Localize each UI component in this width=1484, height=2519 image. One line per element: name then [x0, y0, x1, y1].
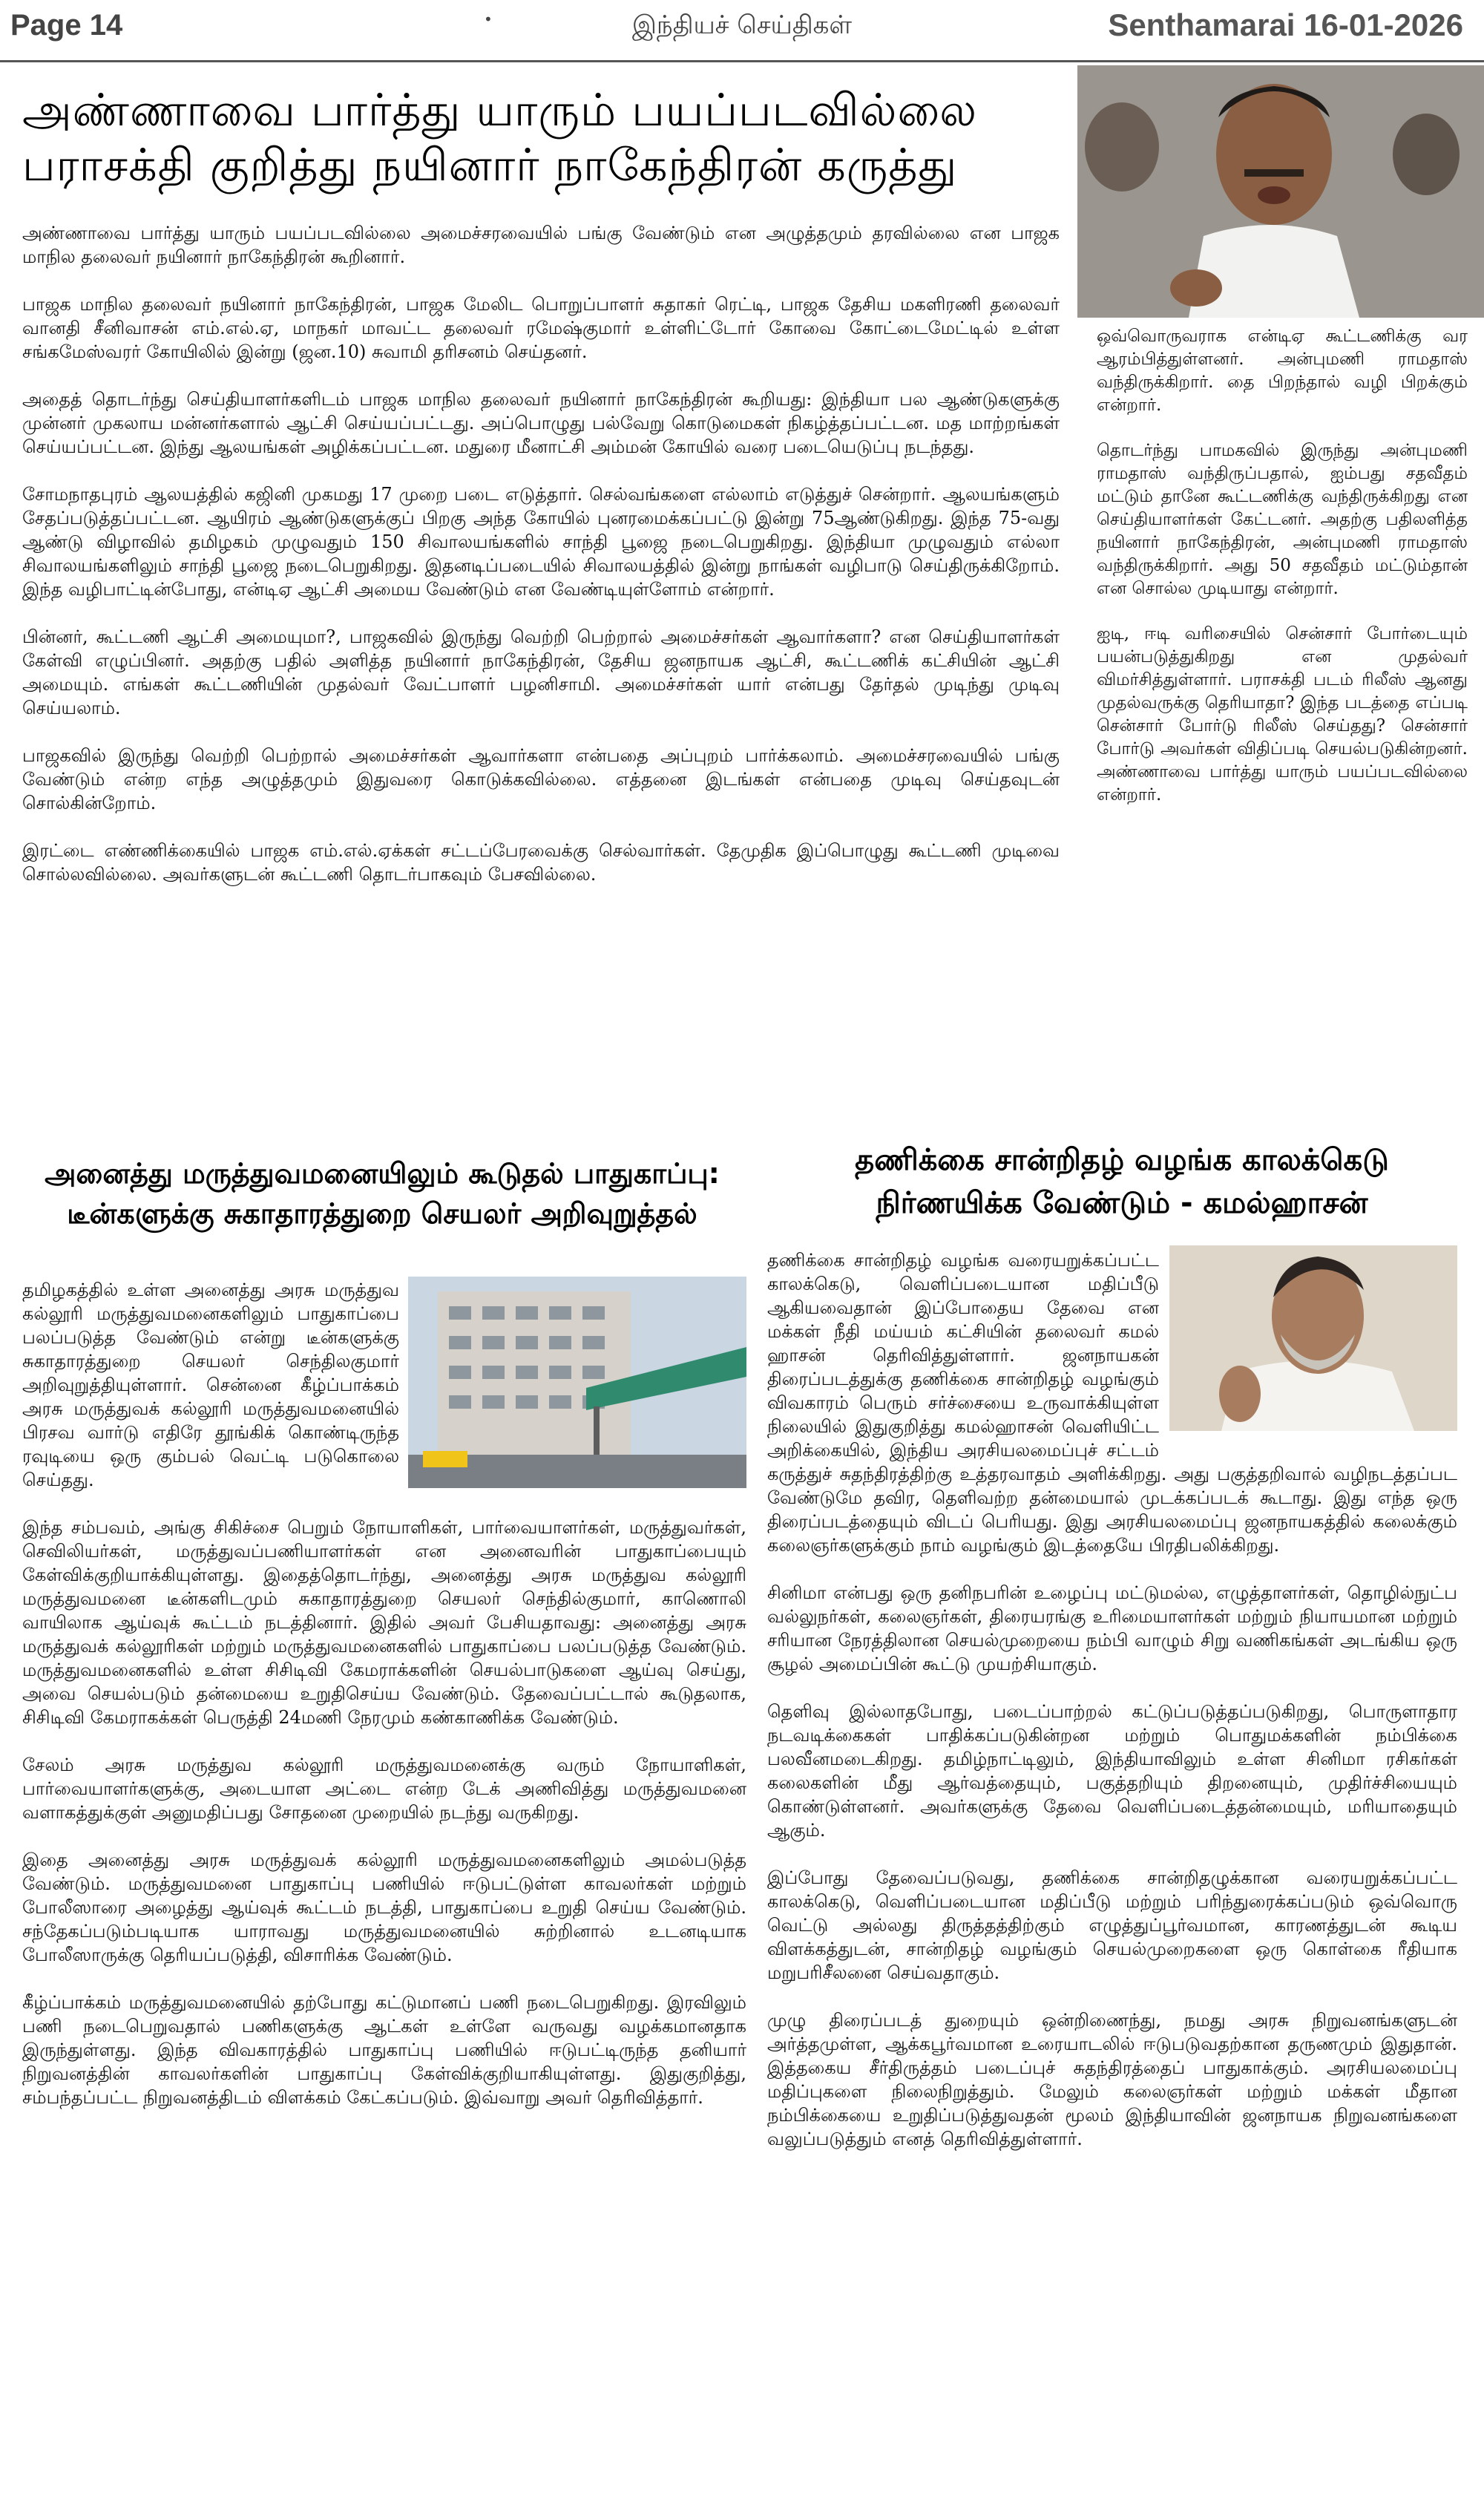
story1-paragraph: இரட்டை எண்ணிக்கையில் பாஜக எம்.எல்.ஏக்கள் சட்டப்பேரவைக்கு செல்வார்கள். தேமுதிக இப்பொழுது கூட்டணி முடிவை சொல்லவில்லை. அவர்களுடன் கூட்டணி தொடர்பாகவும் பேசவில்லை.: [22, 840, 1060, 885]
story3-lead: தணிக்கை சான்றிதழ் வழங்க வரையறுக்கப்பட்ட காலக்கெடு, வெளிப்படையான மதிப்பீடு ஆகியவைதான் இப்போதைய தேவை என மக்கள் நீதி மய்யம் கட்சியின் தலைவர் கமல் ஹாசன் தெரிவித்துள்ளார். ஜனநாயகன் திரைப்படத்துக்கு தணிக்கை சான்றிதழ் வழங்கும் விவகாரம் பெரும் சர்ச்சையை உருவாக்கியுள்ள நிலையில் இதுகுறித்து கமல்ஹாசன் வெளியிட்ட அறிக்கையில், இந்திய அரசியலமைப்புச் சட்டம் கருத்துச் சுதந்திரத்திற்கு உத்தரவாதம் அளிக்கிறது. அது பகுத்தறிவால் வழிநடத்தப்பட வேண்டுமே தவிர, தெளிவற்ற தன்மையால் முடக்கப்படக் கூடாது. இது எந்த ஒரு திரைப்படத்தையும் விடப் பெரியது. இது அரசியலமைப்பு ஜனநாயகத்தில் கலைக்கும் கலைஞர்களுக்கும் நாம் வழங்கும் இடத்தையே பிரதிபலிக்கிறது.: [767, 1250, 1457, 1556]
section-title: இந்தியச் செய்திகள்: [631, 10, 853, 40]
story3-headline: [766, 1139, 1478, 1225]
story3-paragraph: முழு திரைப்படத் துறையும் ஒன்றிணைந்து, நமது அரசு நிறுவனங்களுடன் அர்த்தமுள்ள, ஆக்கபூர்வமான உரையாடலில் ஈடுபடுவதற்கான தருணமும் இதுதான். இத்தகைய சீர்திருத்தம் படைப்புச் சுதந்திரத்தைப் பாதுகாக்கும். அரசியலமைப்பு மதிப்புகளை நிலைநிறுத்தும். மேலும் கலைஞர்கள் மற்றும் மக்கள் மீதான நம்பிக்கையை உறுதிப்படுத்துவதன் மூலம் இந்தியாவின் ஜனநாயக நிறுவனங்களை வலுப்படுத்தும் எனத் தெரிவித்துள்ளார்.: [767, 2010, 1457, 2149]
story3-paragraph: சினிமா என்பது ஒரு தனிநபரின் உழைப்பு மட்டுமல்ல, எழுத்தாளர்கள், தொழில்நுட்ப வல்லுநர்கள், கலைஞர்கள், திரையரங்கு உரிமையாளர்கள் மற்றும் நியாயமான மற்றும் சரியான நேரத்திலான செயல்முறையை நம்பி வாழும் சிறு வணிகங்கள் அடங்கிய ஒரு சூழல் அமைப்பின் கூட்டு முயற்சியாகும்.: [767, 1582, 1457, 1674]
story1-headline: [22, 83, 1061, 193]
page-number: Page 14: [10, 9, 123, 42]
header-dot: •: [484, 10, 493, 28]
story1-headline-line1: அண்ணாவை பார்த்து யாரும் பயப்படவில்லை: [22, 85, 978, 137]
nainar-photo: [1077, 65, 1484, 318]
story2-headline-line2: டீன்களுக்கு சுகாதாரத்துறை செயலர் அறிவுறுத்தல்: [67, 1197, 697, 1230]
story3-body: [767, 1248, 1457, 2151]
story1-paragraph: பாஜகவில் இருந்து வெற்றி பெற்றால் அமைச்சர்கள் ஆவார்களா என்பதை அப்புறம் பார்க்கலாம். அமைச்சரவையில் பங்கு வேண்டும் என்ற எந்த அழுத்தமும் இதுவரை கொடுக்கவில்லை. எத்தனை இடங்கள் என்பதை முடிவு செய்தவுடன் சொல்கின்றோம்.: [22, 745, 1060, 813]
story1-paragraph: பாஜக மாநில தலைவர் நயினார் நாகேந்திரன், பாஜக மேலிட பொறுப்பாளர் சுதாகர் ரெட்டி, பாஜக தேசிய மகளிரணி தலைவர் வானதி சீனிவாசன் எம்.எல்.ஏ, மாநகர் மாவட்ட தலைவர் ரமேஷ்குமார் உள்ளிட்டோர் கோவை கோட்டைமேட்டில் உள்ள சங்கமேஸ்வரர் கோயிலில் இன்று (ஜன.10) சுவாமி தரிசனம் செய்தனர்.: [22, 294, 1060, 362]
story2-body: [22, 1278, 746, 2109]
story1-side-column: [1097, 325, 1468, 807]
story1-paragraph: அண்ணாவை பார்த்து யாரும் பயப்படவில்லை அமைச்சரவையில் பங்கு வேண்டும் என அழுத்தமும் தரவில்லை என பாஜக மாநில தலைவர் நயினார் நாகேந்திரன் கூறினார்.: [22, 223, 1060, 267]
page-header: [0, 0, 1484, 62]
publication-date: Senthamarai 16-01-2026: [1108, 7, 1463, 42]
story1-side-paragraph: தொடர்ந்து பாமகவில் இருந்து அன்புமணி ராமதாஸ் வந்திருப்பதால், ஐம்பது சதவீதம் மட்டும் தானே கூட்டணிக்கு வந்திருக்கிறது என செய்தியாளர்கள் கேட்டனர். அதற்கு பதிலளித்த நயினார் நாகேந்திரன், அன்புமணி ராமதாஸ் வந்திருக்கிறார். அது 50 சதவீதம் மட்டும்தான் என சொல்ல முடியாது என்றார்.: [1097, 441, 1468, 598]
photo-wrap-spacer: [1159, 1248, 1457, 1440]
story1-paragraph: பின்னர், கூட்டணி ஆட்சி அமையுமா?, பாஜகவில் இருந்து வெற்றி பெற்றால் அமைச்சர்கள் ஆவார்களா? என செய்தியாளர்கள் கேள்வி எழுப்பினர். அதற்கு பதில் அளித்த நயினார் நாகேந்திரன், தேசிய ஜனநாயக ஆட்சி, கூட்டணிக் கட்சியின் ஆட்சி அமையும். எங்கள் கூட்டணியின் முதல்வர் வேட்பாளர் பழனிசாமி. அமைச்சர்கள் யார் என்பது தேர்தல் முடிந்து முடிவு செய்யலாம்.: [22, 626, 1060, 718]
nainar-photo-illustration: [1077, 65, 1484, 318]
story2-paragraph: சேலம் அரசு மருத்துவ கல்லூரி மருத்துவமனைக்கு வரும் நோயாளிகள், பார்வையாளர்களுக்கு, அடையாள அட்டை என்ற டேக் அணிவித்து மருத்துவமனை வளாகத்துக்குள் அனுமதிப்பது சோதனை முறையில் நடந்து வருகிறது.: [22, 1755, 746, 1823]
story1-body: [22, 221, 1060, 886]
story3-paragraph: இப்போது தேவைப்படுவது, தணிக்கை சான்றிதழுக்கான வரையறுக்கப்பட்ட காலக்கெடு, வெளிப்படையான மதிப்பீடு மற்றும் பரிந்துரைக்கப்படும் ஒவ்வொரு வெட்டு அல்லது திருத்தத்திற்கும் எழுத்துப்பூர்வமான, காரணத்துடன் கூடிய விளக்கத்துடன், சான்றிதழ் வழங்கும் செயல்முறைகளை ஒரு கொள்கை ரீதியாக மறுபரிசீலனை செய்வதாகும்.: [767, 1867, 1457, 1983]
story3-paragraph: தெளிவு இல்லாதபோது, படைப்பாற்றல் கட்டுப்படுத்தப்படுகிறது, பொருளாதார நடவடிக்கைகள் பாதிக்கப்படுகின்றன மற்றும் பொதுமக்களின் நம்பிக்கை பலவீனமடைகிறது. தமிழ்நாட்டிலும், இந்தியாவிலும் உள்ள சினிமா ரசிகர்கள் கலைகளின் மீது ஆர்வத்தையும், பகுத்தறியும் திறனையும், முதிர்ச்சியையும் கொண்டுள்ளனர். அவர்களுக்கு தேவை வெளிப்படைத்தன்மையும், மரியாதையும் ஆகும்.: [767, 1701, 1457, 1841]
photo-wrap-spacer: [399, 1278, 746, 1493]
story2-paragraph: இதை அனைத்து அரசு மருத்துவக் கல்லூரி மருத்துவமனைகளிலும் அமல்படுத்த வேண்டும். மருத்துவமனை பாதுகாப்பு பணியில் ஈடுபட்டுள்ள காவலர்கள் மற்றும் போலீஸாரை அழைத்து ஆய்வுக் கூட்டம் நடத்தி, பாதுகாப்பை உறுதி செய்ய வேண்டும். சந்தேகப்படும்படியாக யாராவது மருத்துவமனையில் சுற்றினால் உடனடியாக போலீஸாருக்கு தெரியப்படுத்தி, விசாரிக்க வேண்டும்.: [22, 1850, 746, 1965]
story3-headline-line2: நிர்ணயிக்க வேண்டும் - கமல்ஹாசன்: [876, 1186, 1368, 1220]
story2-headline-line1: அனைத்து மருத்துவமனையிலும் கூடுதல் பாதுகாப்பு:: [45, 1157, 720, 1190]
story1-side-paragraph: ஒவ்வொருவராக என்டிஏ கூட்டணிக்கு வர ஆரம்பித்துள்ளனர். அன்புமணி ராமதாஸ் வந்திருக்கிறார். தை பிறந்தால் வழி பிறக்கும் என்றார்.: [1097, 327, 1468, 415]
story1-side-paragraph: ஐடி, ஈடி வரிசையில் சென்சார் போர்டையும் பயன்படுத்துகிறது என முதல்வர் விமர்சித்துள்ளார். பராசக்தி படம் ரிலீஸ் ஆனது முதல்வருக்கு தெரியாதா? இந்த படத்தை எப்படி சென்சார் போர்டு ரிலீஸ் செய்தது? சென்சார் போர்டு அவர்கள் விதிப்படி செயல்படுகின்றனர். அண்ணாவை பார்த்து யாரும் பயப்படவில்லை என்றார்.: [1097, 624, 1468, 805]
story1-headline-line2: பராசக்தி குறித்து நயினார் நாகேந்திரன் கருத்து: [22, 140, 958, 191]
story1-paragraph: அதைத் தொடர்ந்து செய்தியாளர்களிடம் பாஜக மாநில தலைவர் நயினார் நாகேந்திரன் கூறியது: இந்தியா பல ஆண்டுகளுக்கு முன்னர் முகலாய மன்னர்களால் ஆட்சி செய்யப்பட்டது. அப்பொழுது பல்வேறு கொடுமைகள் நிகழ்த்தப்பட்டன. மத மாற்றங்கள் செய்யப்பட்டன. இந்து ஆலயங்கள் அழிக்கப்பட்டன. மதுரை மீனாட்சி அம்மன் கோயில் வரை படையெடுப்பு நடந்தது.: [22, 389, 1060, 457]
story3-headline-line1: தணிக்கை சான்றிதழ் வழங்க காலக்கெடு: [855, 1143, 1389, 1177]
story2-headline: [15, 1153, 749, 1234]
story2-lead: தமிழகத்தில் உள்ள அனைத்து அரசு மருத்துவ கல்லூரி மருத்துவமனைகளிலும் பாதுகாப்பை பலப்படுத்த வேண்டும் என்று டீன்களுக்கு சுகாதாரத்துறை செயலர் செந்திலகுமார் அறிவுறுத்தியுள்ளார். சென்னை கீழ்ப்பாக்கம் அரசு மருத்துவக் கல்லூரி மருத்துவமனையில் பிரசவ வார்டு எதிரே தூங்கிக் கொண்டிருந்த ரவுடியை ஒரு கும்பல் வெட்டி படுகொலை செய்தது.: [22, 1280, 399, 1490]
story2-paragraph: கீழ்ப்பாக்கம் மருத்துவமனையில் தற்போது கட்டுமானப் பணி நடைபெறுகிறது. இரவிலும் பணி நடைபெறுவதால் பணிகளுக்கு ஆட்கள் உள்ளே வருவது வழக்கமானதாக இருந்துள்ளது. இந்த விவகாரத்தில் பாதுகாப்பு பணியில் ஈடுபட்டிருந்த தனியார் நிறுவனத்தின் காவலர்களின் பாதுகாப்பு கேள்விக்குறியாகியுள்ளது. இதுகுறித்து, சம்பந்தப்பட்ட நிறுவனத்திடம் விளக்கம் கேட்கப்படும். இவ்வாறு அவர் தெரிவித்தார்.: [22, 1992, 746, 2108]
story2-paragraph: இந்த சம்பவம், அங்கு சிகிச்சை பெறும் நோயாளிகள், பார்வையாளர்கள், மருத்துவர்கள், செவிலியர்கள், மருத்துவப்பணியாளர்கள் என அனைவரின் பாதுகாப்பையும் கேள்விக்குறியாக்கியுள்ளது. இதைத்தொடர்ந்து, அனைத்து அரசு மருத்துவ கல்லூரி மருத்துவமனை டீன்களிடமும் சுகாதாரத்துறை செயலர் செந்தில்குமார், காணொலி வாயிலாக ஆய்வுக் கூட்டம் நடத்தினார். இதில் அவர் பேசியதாவது: அனைத்து அரசு மருத்துவக் கல்லூரிகள் மற்றும் மருத்துவமனைகளில் பாதுகாப்பை பலப்படுத்த வேண்டும். மருத்துவமனைகளில் உள்ள சிசிடிவி கேமராக்களின் செயல்பாடுகளை ஆய்வு செய்து, அவை செயல்படும் தன்மையை உறுதிசெய்ய வேண்டும். தேவைப்பட்டால் கூடுதலாக, சிசிடிவி கேமராகக்கள் பெருத்தி 24மணி நேரமும் கண்காணிக்க வேண்டும்.: [22, 1517, 746, 1728]
story1-paragraph: சோமநாதபுரம் ஆலயத்தில் கஜினி முகமது 17 முறை படை எடுத்தார். செல்வங்களை எல்லாம் எடுத்துச் சென்றார். ஆலயங்களும் சேதப்படுத்தப்பட்டன. ஆயிரம் ஆண்டுகளுக்குப் பிறகு அந்த கோயில் புனரமைக்கப்பட்டு இன்று 75ஆண்டுகிறது. இந்த 75-வது ஆண்டு விழாவில் தமிழகம் முழுவதும் 150 சிவாலயங்களில் சாந்தி பூஜை நடைபெறுகிறது. இந்தியா முழுவதும் எல்லா சிவாலயங்களிலும் சாந்தி பூஜை நடைபெறுகிறது. இதனடிப்படையில் சிவாலயத்தில் இன்று நாங்கள் வழிபாடு செய்திருக்கிறோம். இந்த வழிபாட்டின்போது, என்டிஏ ஆட்சி அமைய வேண்டும் என வேண்டியுள்ளோம் என்றார்.: [22, 484, 1060, 600]
